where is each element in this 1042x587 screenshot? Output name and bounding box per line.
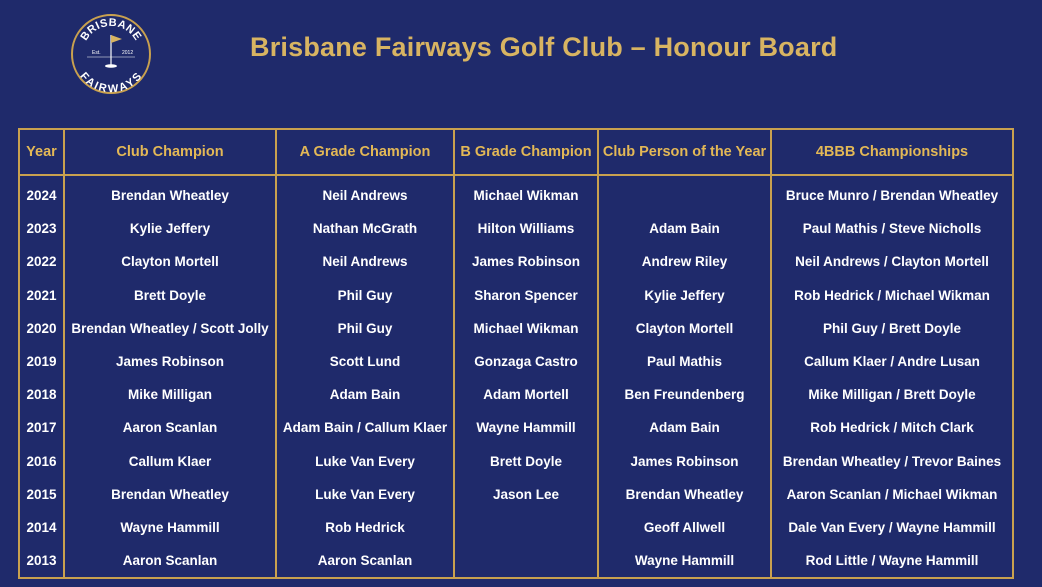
cell-4bbb: Aaron Scanlan / Michael Wikman	[771, 478, 1013, 511]
logo-est: Est.	[92, 50, 101, 56]
header-year: Year	[19, 129, 64, 175]
cell-year: 2014	[19, 511, 64, 544]
cell-club-champion: Wayne Hammill	[64, 511, 276, 544]
cell-club-champion: Brendan Wheatley / Scott Jolly	[64, 312, 276, 345]
table-row	[19, 544, 1013, 578]
cell-a-grade-champion: Adam Bain / Callum Klaer	[276, 411, 454, 444]
cell-4bbb: Callum Klaer / Andre Lusan	[771, 345, 1013, 378]
cell-a-grade-champion: Adam Bain	[276, 378, 454, 411]
cell-year: 2020	[19, 312, 64, 345]
cell-b-grade-champion	[454, 544, 598, 578]
honour-board-table	[18, 128, 1014, 579]
cell-b-grade-champion	[454, 511, 598, 544]
cell-4bbb: Mike Milligan / Brett Doyle	[771, 378, 1013, 411]
cell-club-champion: Aaron Scanlan	[64, 544, 276, 578]
cell-4bbb: Rod Little / Wayne Hammill	[771, 544, 1013, 578]
cell-year: 2015	[19, 478, 64, 511]
table-row	[19, 212, 1013, 245]
cell-club-person: Brendan Wheatley	[598, 478, 771, 511]
cell-a-grade-champion: Neil Andrews	[276, 175, 454, 212]
cell-club-person	[598, 175, 771, 212]
cell-4bbb: Brendan Wheatley / Trevor Baines	[771, 445, 1013, 478]
cell-club-champion: Brendan Wheatley	[64, 175, 276, 212]
cell-club-person: Ben Freundenberg	[598, 378, 771, 411]
header-row	[19, 129, 1013, 175]
cell-club-champion: James Robinson	[64, 345, 276, 378]
svg-text:FAIRWAYS	[77, 70, 144, 95]
header-4bbb-championships: 4BBB Championships	[771, 129, 1013, 175]
cell-4bbb: Rob Hedrick / Michael Wikman	[771, 279, 1013, 312]
cell-a-grade-champion: Neil Andrews	[276, 245, 454, 278]
cell-b-grade-champion: Sharon Spencer	[454, 279, 598, 312]
cell-club-person: Clayton Mortell	[598, 312, 771, 345]
cell-4bbb: Rob Hedrick / Mitch Clark	[771, 411, 1013, 444]
cell-club-champion: Brendan Wheatley	[64, 478, 276, 511]
table-row	[19, 345, 1013, 378]
cell-year: 2016	[19, 445, 64, 478]
cell-b-grade-champion: Brett Doyle	[454, 445, 598, 478]
cell-b-grade-champion: James Robinson	[454, 245, 598, 278]
cell-year: 2018	[19, 378, 64, 411]
cell-4bbb: Bruce Munro / Brendan Wheatley	[771, 175, 1013, 212]
golf-hole-icon	[105, 64, 117, 68]
cell-year: 2017	[19, 411, 64, 444]
cell-club-person: James Robinson	[598, 445, 771, 478]
page-title: Brisbane Fairways Golf Club – Honour Board	[250, 32, 838, 62]
cell-b-grade-champion: Jason Lee	[454, 478, 598, 511]
cell-club-champion: Callum Klaer	[64, 445, 276, 478]
cell-club-champion: Aaron Scanlan	[64, 411, 276, 444]
table-row	[19, 411, 1013, 444]
header-a-grade-champion: A Grade Champion	[276, 129, 454, 175]
header-b-grade-champion: B Grade Champion	[454, 129, 598, 175]
cell-club-person: Kylie Jeffery	[598, 279, 771, 312]
cell-year: 2024	[19, 175, 64, 212]
cell-year: 2022	[19, 245, 64, 278]
table-row	[19, 378, 1013, 411]
cell-a-grade-champion: Luke Van Every	[276, 478, 454, 511]
table-row	[19, 312, 1013, 345]
cell-a-grade-champion: Scott Lund	[276, 345, 454, 378]
cell-4bbb: Neil Andrews / Clayton Mortell	[771, 245, 1013, 278]
cell-a-grade-champion: Phil Guy	[276, 279, 454, 312]
table-row	[19, 478, 1013, 511]
cell-a-grade-champion: Aaron Scanlan	[276, 544, 454, 578]
logo-bottom-text: FAIRWAYS	[77, 70, 145, 95]
table-row	[19, 445, 1013, 478]
header-club-person-of-the-year: Club Person of the Year	[598, 129, 771, 175]
cell-b-grade-champion: Wayne Hammill	[454, 411, 598, 444]
table-row	[19, 245, 1013, 278]
cell-club-champion: Mike Milligan	[64, 378, 276, 411]
table-row	[19, 511, 1013, 544]
cell-club-person: Adam Bain	[598, 212, 771, 245]
cell-club-champion: Kylie Jeffery	[64, 212, 276, 245]
logo-year: 2012	[122, 50, 134, 56]
cell-b-grade-champion: Gonzaga Castro	[454, 345, 598, 378]
cell-4bbb: Phil Guy / Brett Doyle	[771, 312, 1013, 345]
cell-club-person: Wayne Hammill	[598, 544, 771, 578]
cell-year: 2021	[19, 279, 64, 312]
cell-club-person: Adam Bain	[598, 411, 771, 444]
cell-club-person: Paul Mathis	[598, 345, 771, 378]
club-logo	[70, 13, 152, 95]
cell-club-champion: Clayton Mortell	[64, 245, 276, 278]
cell-4bbb: Dale Van Every / Wayne Hammill	[771, 511, 1013, 544]
header-club-champion: Club Champion	[64, 129, 276, 175]
cell-b-grade-champion: Hilton Williams	[454, 212, 598, 245]
cell-club-champion: Brett Doyle	[64, 279, 276, 312]
flag-icon	[111, 35, 122, 43]
logo-top-text: BRISBANE	[78, 16, 144, 43]
cell-b-grade-champion: Michael Wikman	[454, 312, 598, 345]
cell-b-grade-champion: Adam Mortell	[454, 378, 598, 411]
table-row	[19, 175, 1013, 212]
cell-b-grade-champion: Michael Wikman	[454, 175, 598, 212]
cell-a-grade-champion: Phil Guy	[276, 312, 454, 345]
cell-year: 2023	[19, 212, 64, 245]
table-row	[19, 279, 1013, 312]
cell-year: 2013	[19, 544, 64, 578]
cell-a-grade-champion: Rob Hedrick	[276, 511, 454, 544]
cell-4bbb: Paul Mathis / Steve Nicholls	[771, 212, 1013, 245]
cell-year: 2019	[19, 345, 64, 378]
cell-club-person: Andrew Riley	[598, 245, 771, 278]
cell-a-grade-champion: Luke Van Every	[276, 445, 454, 478]
cell-club-person: Geoff Allwell	[598, 511, 771, 544]
cell-a-grade-champion: Nathan McGrath	[276, 212, 454, 245]
